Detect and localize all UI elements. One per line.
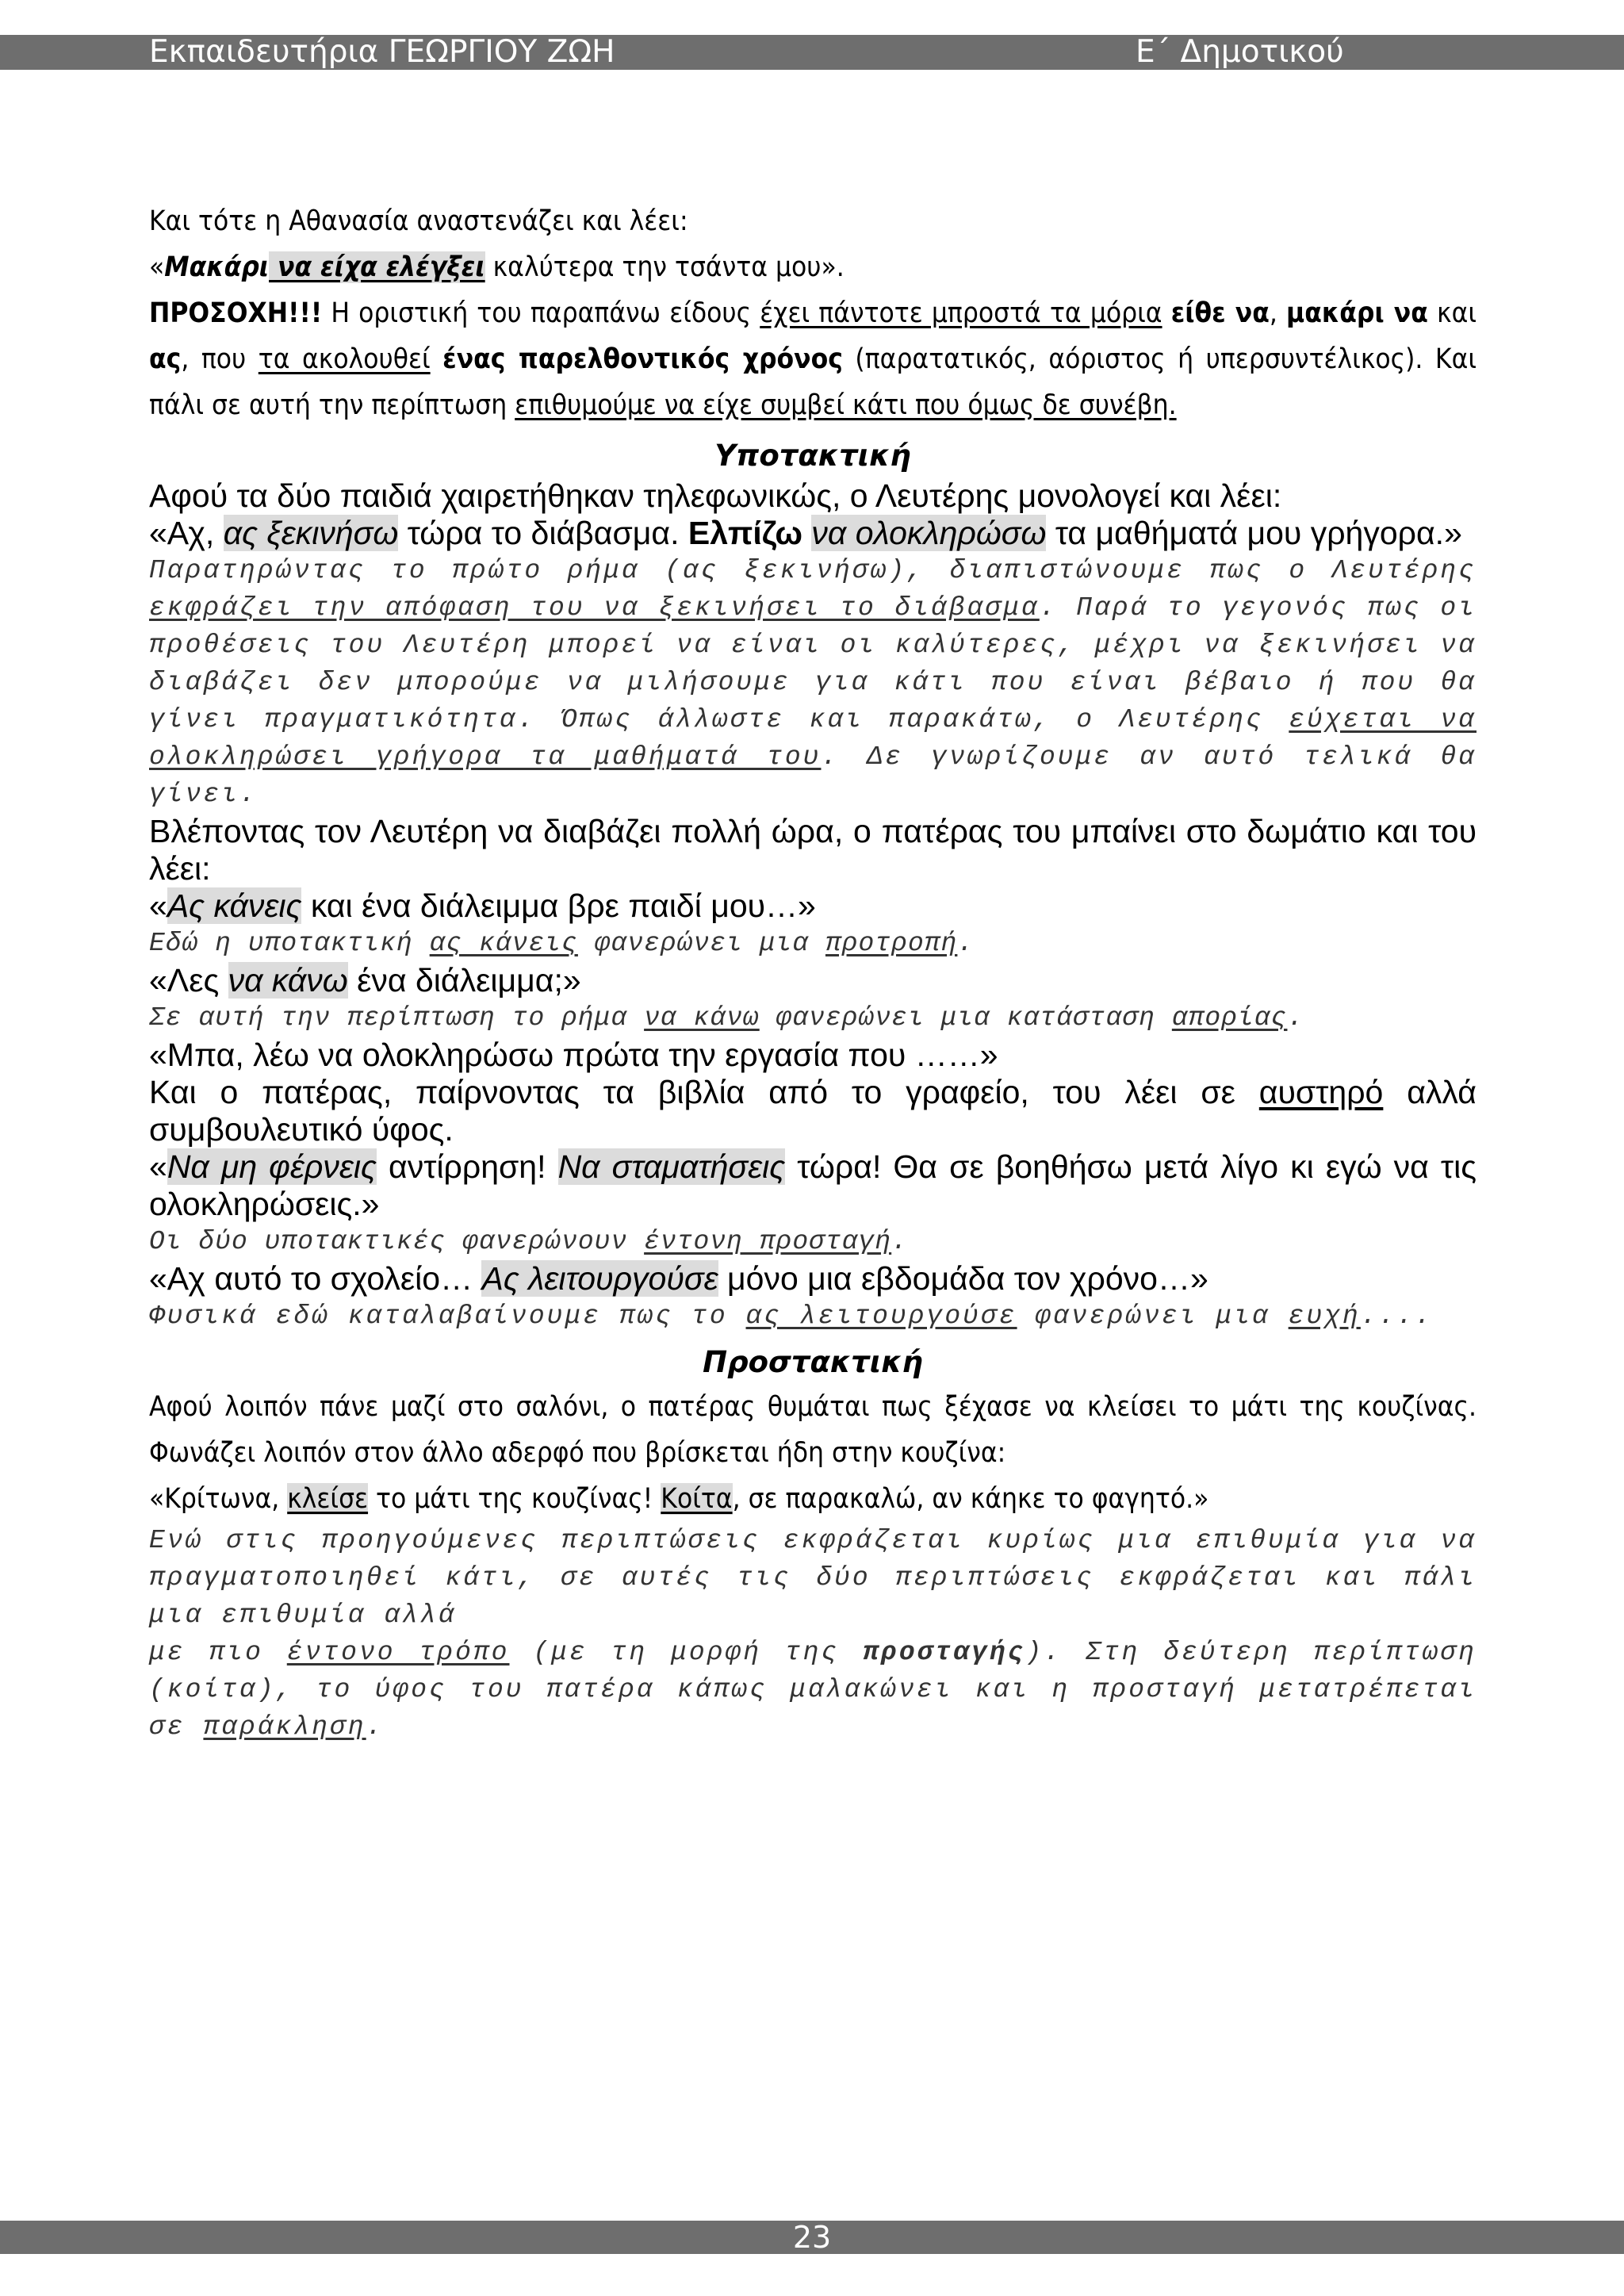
narrative-paragraph: Και ο πατέρας, παίρνοντας τα βιβλία από το γραφείο, του λέει σε αυστηρό αλλά συμβουλευτικό ύφος. (149, 1074, 1477, 1148)
page-content (149, 198, 1477, 1746)
highlight-phrase: να είχα ελέγξει (269, 251, 485, 283)
header-grade: Ε΄ Δημοτικού (1136, 34, 1344, 70)
section-heading-prostaktiki: Προστακτική (703, 1345, 923, 1379)
narrative-paragraph: Βλέποντας τον Λευτέρη να διαβάζει πολλή ώρα, ο πατέρας του μπαίνει στο δωμάτιο και του λέει: (149, 813, 1477, 887)
page-header (0, 35, 1624, 70)
explanation-paragraph: Ενώ στις προηγούμενες περιπτώσεις εκφράζεται κυρίως μια επιθυμία για να πραγματοποιηθεί κάτι, σε αυτές τις δύο περιπτώσεις εκφράζεται και πάλι μια επιθυμία αλλά (149, 1526, 1477, 1630)
narrative-paragraph: Αφού τα δύο παιδιά χαιρετήθηκαν τηλεφωνικώς, ο Λευτέρης μονολογεί και λέει: (149, 477, 1282, 514)
dialogue-line: «Αχ, ας ξεκινήσω τώρα το διάβασμα. Ελπίζω να ολοκληρώσω τα μαθήματά μου γρήγορα.» (149, 515, 1462, 551)
dialogue-line: «Λες να κάνω ένα διάλειμμα;» (149, 962, 581, 999)
explanation-paragraph: Παρατηρώντας το πρώτο ρήμα (ας ξεκινήσω), διαπιστώνουμε πως ο Λευτέρης εκφράζει την απόφαση του να ξεκινήσει το διάβασμα. Παρά το γεγονός πως οι προθέσεις του Λευτέρη μπορεί να είναι οι καλύτερες, μέχρι να ξεκινήσει να διαβάζει δεν μπορούμε να μιλήσουμε για κάτι που είναι βέβαιο ή που θα γίνει πραγματικότητα. Όπως άλλωστε και παρακάτω, ο Λευτέρης εύχεται να ολοκληρώσει γρήγορα τα μαθήματά του. Δε γνωρίζουμε αν αυτό τελικά θα γίνει. (149, 556, 1477, 809)
header-school-name: Εκπαιδευτήρια ΓΕΩΡΓΙΟΥ ΖΩΗ (149, 34, 615, 70)
dialogue-line: «Αχ αυτό το σχολείο… Ας λειτουργούσε μόνο μια εβδομάδα τον χρόνο…» (149, 1260, 1208, 1297)
section-heading-ypotaktiki: Υποτακτική (714, 439, 911, 473)
dialogue-line: «Κρίτωνα, κλείσε το μάτι της κουζίνας! Κοίτα, σε παρακαλώ, αν κάηκε το φαγητό.» (149, 1483, 1209, 1515)
page-footer (0, 2221, 1624, 2254)
explanation-line: Φυσικά εδώ καταλαβαίνουμε πως το ας λειτουργούσε φανερώνει μια ευχή.... (149, 1301, 1434, 1331)
narrative-paragraph: Αφού λοιπόν πάνε μαζί στο σαλόνι, ο πατέρας θυμάται πως ξέχασε να κλείσει το μάτι της κουζίνας. Φωνάζει λοιπόν στον άλλο αδερφό που βρίσκεται ήδη στην κουζίνα: (149, 1391, 1477, 1469)
intro-line: Και τότε η Αθανασία αναστενάζει και λέει: (149, 205, 688, 237)
explanation-line: Οι δύο υποτακτικές φανερώνουν έντονη προσταγή. (149, 1227, 908, 1256)
dialogue-line: «Μπα, λέω να ολοκληρώσω πρώτα την εργασία που ……» (149, 1037, 998, 1073)
quote-makari: «Μακάρι να είχα ελέγξει καλύτερα την τσάντα μου». (149, 251, 845, 283)
attention-note: ΠΡΟΣΟΧΗ!!! Η οριστική του παραπάνω είδους έχει πάντοτε μπροστά τα μόρια είθε να, μακάρι να και ας, που τα ακολουθεί ένας παρελθοντικός χρόνος (παρατατικός, αόριστος ή υπερσυντέλικος). Και πάλι σε αυτή την περίπτωση επιθυμούμε να είχε συμβεί κάτι που όμως δε συνέβη. (149, 297, 1477, 421)
dialogue-line: «Να μη φέρνεις αντίρρηση! Να σταματήσεις τώρα! Θα σε βοηθήσω μετά λίγο κι εγώ να τις ολοκληρώσεις.» (149, 1148, 1477, 1222)
explanation-line: Σε αυτή την περίπτωση το ρήμα να κάνω φανερώνει μια κατάσταση απορίας. (149, 1003, 1304, 1033)
page-number: 23 (792, 2220, 832, 2255)
attention-label: ΠΡΟΣΟΧΗ!!! (149, 297, 323, 329)
explanation-paragraph: με πιο έντονο τρόπο (με τη μορφή της προσταγής). Στη δεύτερη περίπτωση (κοίτα), το ύφος του πατέρα κάπως μαλακώνει και η προσταγή μετατρέπεται σε παράκληση. (149, 1638, 1477, 1742)
explanation-line: Εδώ η υποτακτική ας κάνεις φανερώνει μια προτροπή. (149, 929, 975, 958)
bold-makari: Μακάρι (164, 251, 270, 283)
dialogue-line: «Ας κάνεις και ένα διάλειμμα βρε παιδί μου…» (149, 887, 816, 924)
